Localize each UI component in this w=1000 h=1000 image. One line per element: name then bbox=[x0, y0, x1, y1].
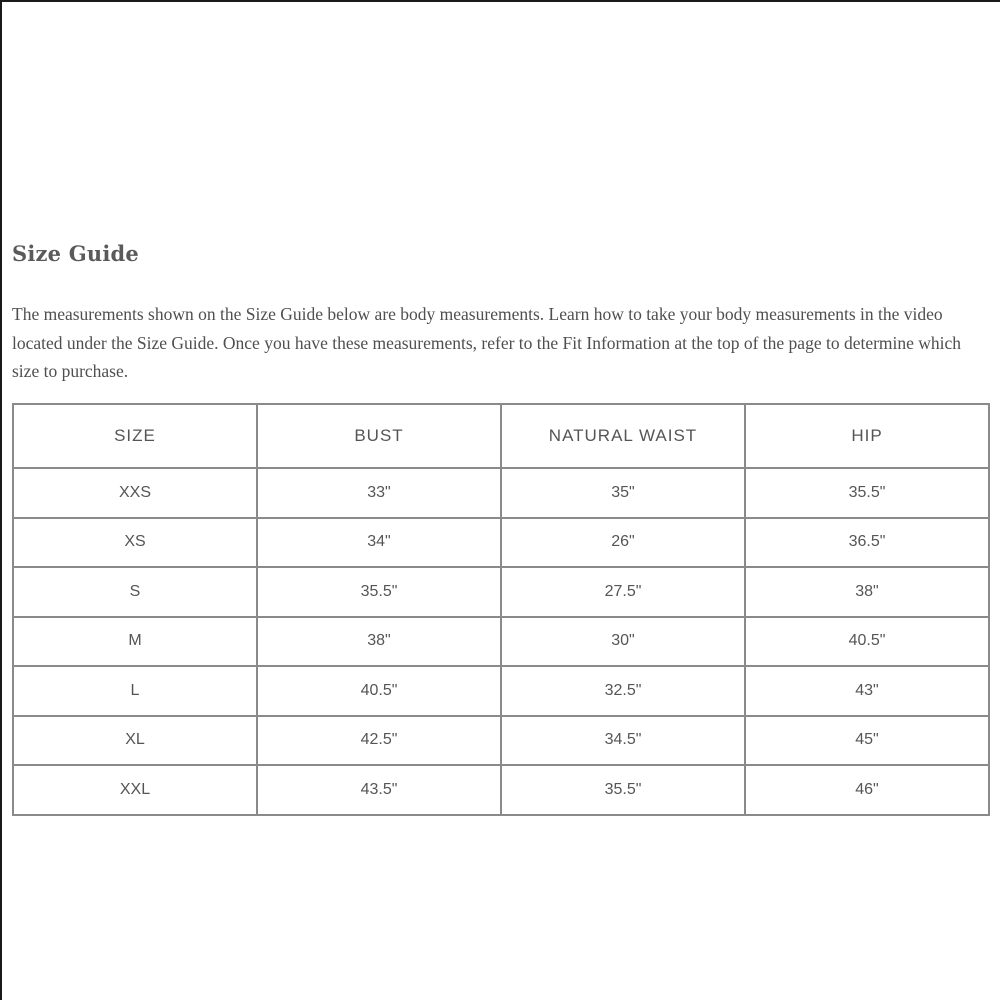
cell-hip: 45" bbox=[745, 716, 989, 766]
header-hip: HIP bbox=[745, 404, 989, 468]
cell-natural-waist: 35" bbox=[501, 468, 745, 518]
cell-bust: 34" bbox=[257, 518, 501, 568]
table-row bbox=[13, 765, 989, 815]
cell-natural-waist: 34.5" bbox=[501, 716, 745, 766]
cell-size: XXL bbox=[13, 765, 257, 815]
size-table bbox=[12, 403, 990, 816]
cell-size: XXS bbox=[13, 468, 257, 518]
table-row bbox=[13, 617, 989, 667]
page-title: Size Guide bbox=[12, 241, 139, 266]
table-row bbox=[13, 716, 989, 766]
cell-bust: 42.5" bbox=[257, 716, 501, 766]
cell-size: S bbox=[13, 567, 257, 617]
cell-size: XS bbox=[13, 518, 257, 568]
cell-natural-waist: 30" bbox=[501, 617, 745, 667]
cell-size: M bbox=[13, 617, 257, 667]
cell-natural-waist: 26" bbox=[501, 518, 745, 568]
table-row bbox=[13, 567, 989, 617]
cell-natural-waist: 32.5" bbox=[501, 666, 745, 716]
table-header-row bbox=[13, 404, 989, 468]
intro-paragraph: The measurements shown on the Size Guide below are body measurements. Learn how to take your body measurements in the video located under the Size Guide. Once you have these measurements, refer to the Fit Information at the top of the page to determine which size to purchase. bbox=[12, 304, 962, 381]
cell-bust: 38" bbox=[257, 617, 501, 667]
cell-natural-waist: 35.5" bbox=[501, 765, 745, 815]
header-size: SIZE bbox=[13, 404, 257, 468]
cell-size: XL bbox=[13, 716, 257, 766]
cell-bust: 35.5" bbox=[257, 567, 501, 617]
cell-bust: 33" bbox=[257, 468, 501, 518]
cell-size: L bbox=[13, 666, 257, 716]
cell-hip: 40.5" bbox=[745, 617, 989, 667]
header-bust: BUST bbox=[257, 404, 501, 468]
cell-bust: 40.5" bbox=[257, 666, 501, 716]
cell-hip: 36.5" bbox=[745, 518, 989, 568]
cell-hip: 38" bbox=[745, 567, 989, 617]
table-row bbox=[13, 518, 989, 568]
header-natural-waist: NATURAL WAIST bbox=[501, 404, 745, 468]
cell-natural-waist: 27.5" bbox=[501, 567, 745, 617]
table-row bbox=[13, 468, 989, 518]
table-row bbox=[13, 666, 989, 716]
cell-hip: 43" bbox=[745, 666, 989, 716]
cell-hip: 35.5" bbox=[745, 468, 989, 518]
size-guide-section bbox=[12, 240, 992, 386]
cell-hip: 46" bbox=[745, 765, 989, 815]
cell-bust: 43.5" bbox=[257, 765, 501, 815]
